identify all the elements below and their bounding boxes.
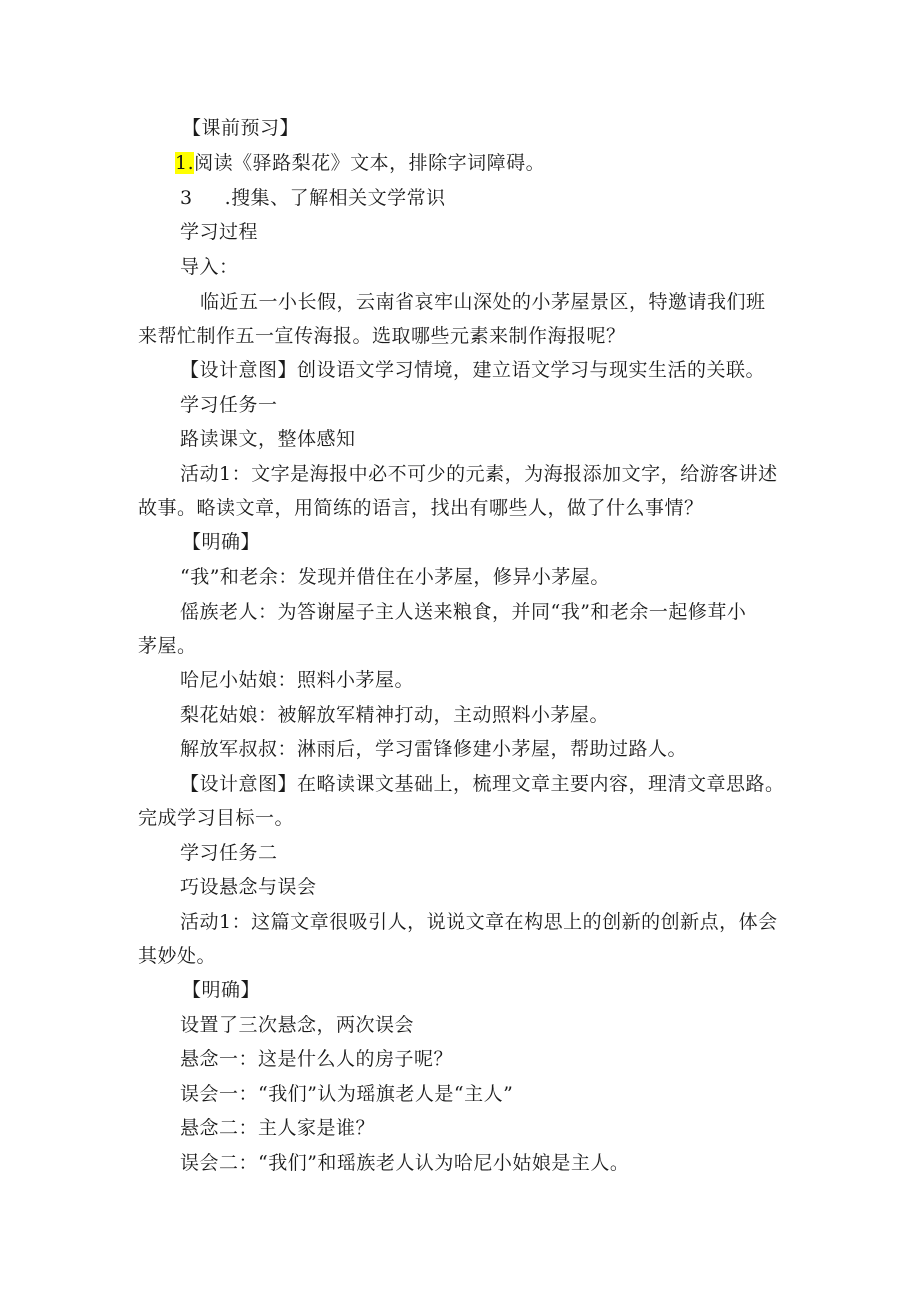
- design-intent-1: 【设计意图】创设语文学习情境，建立语文学习与现实生活的关联。: [180, 359, 766, 381]
- task2-title: 学习任务二: [180, 842, 278, 864]
- clarify-heading-1: 【明确】: [182, 531, 261, 553]
- task1-subtitle: 路读课文，整体感知: [180, 428, 356, 450]
- answer-1: “我”和老余：发现并借住在小茅屋，修异小茅屋。: [180, 566, 610, 588]
- answer-2-line-2: 茅屋。: [138, 635, 197, 657]
- preview-heading: 【课前预习】: [182, 117, 300, 139]
- intro-label: 导入：: [180, 256, 239, 278]
- intro-paragraph-line-1: 临近五一小长假，云南省哀牢山深处的小茅屋景区，特邀请我们班: [200, 291, 766, 313]
- design-intent-2-line-2: 完成学习目标一。: [138, 807, 295, 829]
- summary-line: 设置了三次悬念，两次误会: [180, 1014, 415, 1036]
- task2-subtitle: 巧设悬念与误会: [180, 876, 317, 898]
- answer-4: 梨花姑娘：被解放军精神打动，主动照料小茅屋。: [180, 704, 610, 726]
- design-intent-2-line-1: 【设计意图】在略读课文基础上，梳理文章主要内容，理清文章思路。: [180, 773, 785, 795]
- task1-title: 学习任务一: [180, 394, 278, 416]
- misunderstanding-1: 误会一：“我们”认为瑶旗老人是“主人”: [180, 1083, 514, 1105]
- preview-item-2: [180, 184, 920, 212]
- intro-paragraph-line-2: 来帮忙制作五一宣传海报。选取哪些元素来制作海报呢？: [138, 325, 626, 347]
- task1-activity-line-1: 活动1：文字是海报中必不可少的元素，为海报添加文字，给游客讲述: [180, 463, 778, 485]
- task2-activity-line-1: 活动1：这篇文章很吸引人，说说文章在构思上的创新的创新点，体会: [180, 911, 778, 933]
- preview-item-1-text: 阅读《驿路梨花》文本，排除字词障碍。: [194, 152, 546, 174]
- highlighted-number: 1.: [175, 152, 195, 174]
- suspense-1: 悬念一：这是什么人的房子呢？: [180, 1048, 454, 1070]
- task1-activity-line-2: 故事。略读文章，用简练的语言，找出有哪些人，做了什么事情？: [138, 497, 704, 519]
- suspense-2: 悬念二：主人家是谁？: [180, 1117, 376, 1139]
- preview-item-2-text: .搜集、了解相关文学常识: [224, 187, 446, 209]
- preview-item-2-number: 3: [180, 187, 193, 209]
- misunderstanding-2: 误会二：“我们”和瑶族老人认为哈尼小姑娘是主人。: [180, 1152, 630, 1174]
- answer-3: 哈尼小姑娘：照料小茅屋。: [180, 669, 415, 691]
- task2-activity-line-2: 其妙处。: [138, 945, 217, 967]
- process-heading: 学习过程: [180, 221, 259, 243]
- answer-2-line-1: 傜族老人：为答谢屋子主人送来粮食，并同“我”和老余一起修茸小: [180, 601, 747, 623]
- answer-5: 解放军叔叔：淋雨后，学习雷锋修建小茅屋，帮助过路人。: [180, 738, 688, 760]
- clarify-heading-2: 【明确】: [182, 979, 261, 1001]
- preview-item-1: [175, 149, 920, 177]
